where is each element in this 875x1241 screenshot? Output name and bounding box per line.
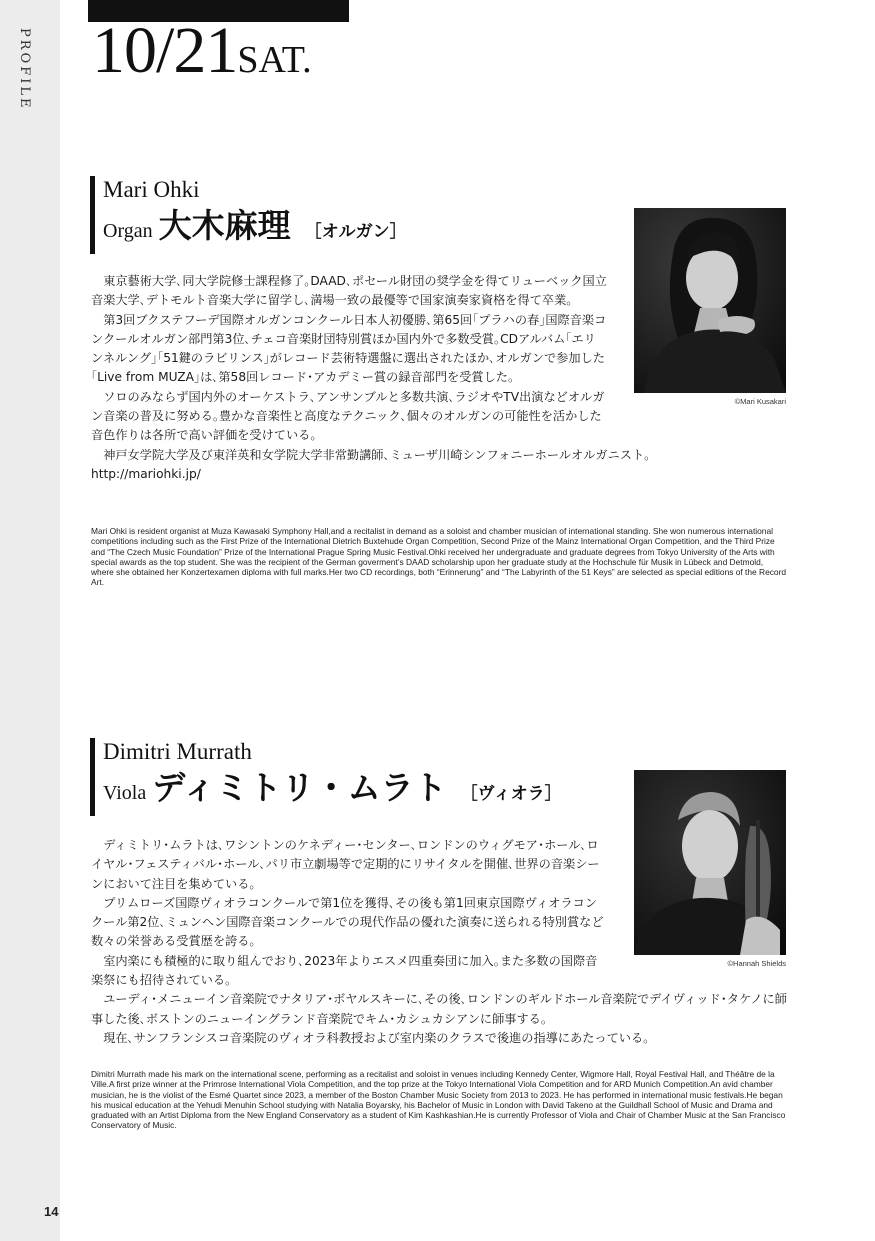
bio-en-murrath: Dimitri Murrath made his mark on the international scene, performing as a recitalist and soloist in venues including Kennedy Center, Wigmore Hall, Royal Festival Hall, and Théâtre de la Ville.A first prize winner at the Primrose International Viola Competition, and the top prize at the Tokyo International Viola Competition and for ARD Munich Competition.An avid chamber musician, he is the violist of the Esmé Quartet since 2023, a member of the Boston Chamber Music Society from 2013 to 2023. He has performed in international music festivals.He began his musical education at the Yehudi Menuhin School studying with Natalia Boyarsky, his Bachelor of Music in London with David Takeno at the Guildhall School of Music and Drama and graduated with an Artist Diploma from the New England Conservatory as a student of Kim Kashkashian.He is currently Professor of Viola and Chair of Chamber Music at the San Francisco Conservatory of Music. [91,1069,786,1131]
artist-roman-name: Mari Ohki [103,177,200,202]
artist-role-line [103,766,562,816]
artist-roman-name: Dimitri Murrath [103,739,252,764]
bio-paragraph: 神戸女学院大学及び東洋英和女学院大学非常勤講師､ミューザ川崎シンフォニーホールオルガニスト｡ [103,447,651,462]
artist-name-jp: 大木麻理 [158,206,291,245]
artist-header-murrath [90,738,562,816]
date-day: 10/21 [92,14,238,87]
bio-paragraph: ソロのみならず国内外のオーケストラ､アンサンブルと多数共演､ラジオやTV出演などオルガン音楽の普及に努める｡豊かな音楽性と高度なテクニック､個々のオルガンの可能性を活かした音色作りは各所で高い評価を受けている｡ [91,389,605,443]
bio-paragraph: 現在､サンフランシスコ音楽院のヴィオラ科教授および室内楽のクラスで後進の指導にあたっている｡ [103,1030,650,1045]
side-strip [0,0,60,1241]
bio-en-ohki: Mari Ohki is resident organist at Muza Kawasaki Symphony Hall,and a recitalist in demand as a soloist and chamber musician of international standing. She won numerous international competitions including such as the First Prize of the International Dietrich Buxtehude Organ Competition, Second Prize of the Mainz International Organ Competition, and the Third Prize and “The Czech Music Foundation” Prize of the International Prague Spring Music Festival.Ohki received her undergraduate and graduate degrees from Tokyo University of the Arts with special awards as the top student. She was the recipient of the German goverment’s DAAD scholarship upon her graduate study at the Hochschule für Musik in Lübeck and Detmold, where she obtained her Konzertexamen diploma with full marks.Her two CD recordings, both “Erinnerung” and “The Labyrinth of the 51 Keys” are selected as special editions of the Record Art. [91,526,787,588]
concert-date [92,14,312,87]
bio-paragraph: ユーディ･メニューイン音楽院でナタリア･ボヤルスキーに､その後､ロンドンのギルドホール音楽院でデイヴィッド･タケノに師事した後､ボストンのニューイングランド音楽院でキム･カシュカシアンに師事する｡ [91,992,787,1026]
artist-website-link[interactable]: http://mariohki.jp/ [91,466,201,481]
artist-role-en: Viola [103,782,147,804]
bio-paragraph: 第3回ブクステフーデ国際オルガンコンクール日本人初優勝､第65回｢プラハの春｣国際音楽コンクールオルガン部門第3位､チェコ音楽財団特別賞ほか国内外で多数受賞｡CDアルバム｢エリンネルング｣｢51鍵のラビリンス｣がレコード芸術特選盤に選出されたほか､オルガンで参加した｢Live from MUZA｣は､第58回レコード･アカデミー賞の録音部門を受賞した｡ [91,312,607,385]
artist-role-jp: ［オルガン］ [304,222,407,242]
photo-credit-murrath: ©Hannah Shields [727,959,786,968]
bio-paragraph: ディミトリ･ムラトは､ワシントンのケネディー･センター､ロンドンのウィグモア･ホール､ロイヤル･フェスティバル･ホール､パリ市立劇場等で定期的にリサイタルを開催､世界の音楽シーンにおいて注目を集めている｡ [91,838,600,891]
photo-spacer [608,836,796,976]
page-number: 14 [44,1204,59,1219]
bio-jp-ohki [91,272,796,484]
photo-credit-ohki: ©Mari Kusakari [734,397,786,406]
section-label: PROFILE [17,28,32,111]
artist-role-jp: ［ヴィオラ］ [460,784,562,804]
artist-role-en: Organ [103,220,153,242]
artist-role-line [103,204,407,254]
bio-paragraph: プリムローズ国際ヴィオラコンクールで第1位を獲得､その後も第1回東京国際ヴィオラコンクール第2位､ミュンヘン国際音楽コンクールでの現代作品の優れた演奏に送られる特別賞など数々の栄誉ある受賞歴を誇る｡ [91,895,604,949]
photo-spacer [608,272,796,422]
date-weekday: SAT. [237,39,312,81]
bio-jp-murrath [91,836,796,1048]
artist-header-ohki [90,176,407,254]
artist-name-jp: ディミトリ・ムラト [152,768,447,807]
bio-paragraph: 東京藝術大学､同大学院修士課程修了｡DAAD､ポセール財団の奨学金を得てリューベック国立音楽大学､デトモルト音楽大学に留学し､満場一致の最優等で国家演奏家資格を得て卒業｡ [91,274,607,308]
bio-paragraph: 室内楽にも積極的に取り組んでおり､2023年よりエスメ四重奏団に加入｡また多数の国際音楽祭にも招待されている｡ [91,953,598,988]
